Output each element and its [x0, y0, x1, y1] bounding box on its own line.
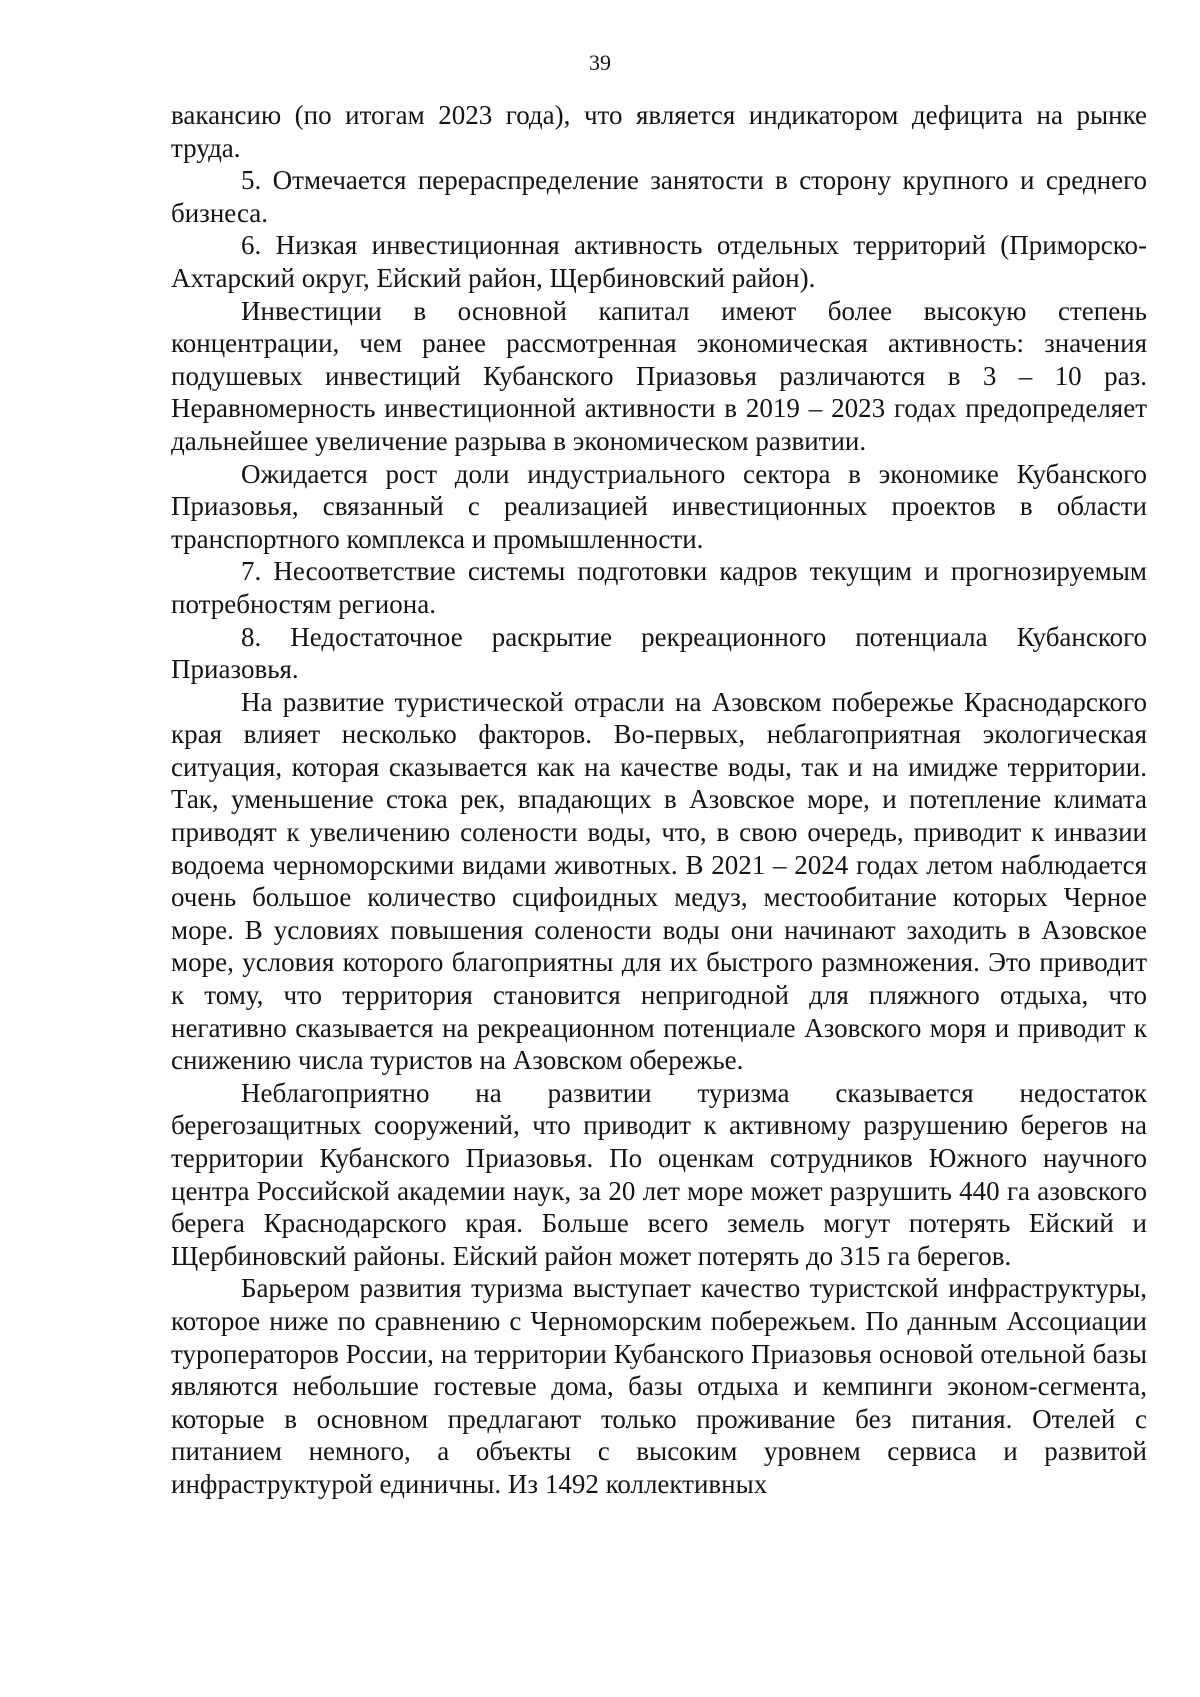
- page-number: 39: [589, 50, 611, 75]
- paragraph-coastal-protection: Неблагоприятно на развитии туризма сказывается недостаток берегозащитных сооружений, что приводит к активному разрушению берегов на территории Кубанского Приазовья. По оценкам сотрудников Южного научного центра Российской академии наук, за 20 лет море может разрушить 440 га азовского берега Краснодарского края. Больше всего земель могут потерять Ейский и Щербиновский районы. Ейский район может потерять до 315 га берегов.: [171, 1077, 1147, 1271]
- paragraph-item-7: 7. Несоответствие системы подготовки кадров текущим и прогнозируемым потребностям региона.: [171, 556, 1147, 619]
- paragraph-item-6: 6. Низкая инвестиционная активность отдельных территорий (Приморско-Ахтарский округ, Ейский район, Щербиновский район).: [171, 230, 1147, 293]
- paragraph-continuation: вакансию (по итогам 2023 года), что является индикатором дефицита на рынке труда.: [171, 100, 1147, 163]
- paragraph-tourism-factors: На развитие туристической отрасли на Азовском побережье Краснодарского края влияет несколько факторов. Во-первых, неблагоприятная экологическая ситуация, которая сказывается как на качестве воды, так и на имидже территории. Так, уменьшение стока рек, впадающих в Азовское море, и потепление климата приводят к увеличению солености воды, что, в свою очередь, приводит к инвазии водоема черноморскими видами животных. В 2021 – 2024 годах летом наблюдается очень большое количество сцифоидных медуз, местообитание которых Черное море. В условиях повышения солености воды они начинают заходить в Азовское море, условия которого благоприятны для их быстрого размножения. Это приводит к тому, что территория становится непригодной для пляжного отдыха, что негативно сказывается на рекреационном потенциале Азовского моря и приводит к снижению числа туристов на Азовском обережье.: [171, 686, 1147, 1076]
- body-text: [171, 99, 1147, 1501]
- paragraph-investments: Инвестиции в основной капитал имеют более высокую степень концентрации, чем ранее рассмотренная экономическая активность: значения подушевых инвестиций Кубанского Приазовья различаются в 3 – 10 раз. Неравномерность инвестиционной активности в 2019 – 2023 годах предопределяет дальнейшее увеличение разрыва в экономическом развитии.: [171, 295, 1147, 456]
- paragraph-infrastructure: Барьером развития туризма выступает качество туристской инфраструктуры, которое ниже по сравнению с Черноморским побережьем. По данным Ассоциации туроператоров России, на территории Кубанского Приазовья основой отельной базы являются небольшие гостевые дома, базы отдыха и кемпинги эконом-сегмента, которые в основном предлагают только проживание без питания. Отелей с питанием немного, а объекты с высоким уровнем сервиса и развитой инфраструктурой единичны. Из 1492 коллективных: [171, 1273, 1147, 1499]
- paragraph-item-5: 5. Отмечается перераспределение занятости в сторону крупного и среднего бизнеса.: [171, 165, 1147, 228]
- paragraph-industrial-growth: Ожидается рост доли индустриального сектора в экономике Кубанского Приазовья, связанный с реализацией инвестиционных проектов в области транспортного комплекса и промышленности.: [171, 458, 1147, 554]
- paragraph-item-8: 8. Недостаточное раскрытие рекреационного потенциала Кубанского Приазовья.: [171, 621, 1147, 685]
